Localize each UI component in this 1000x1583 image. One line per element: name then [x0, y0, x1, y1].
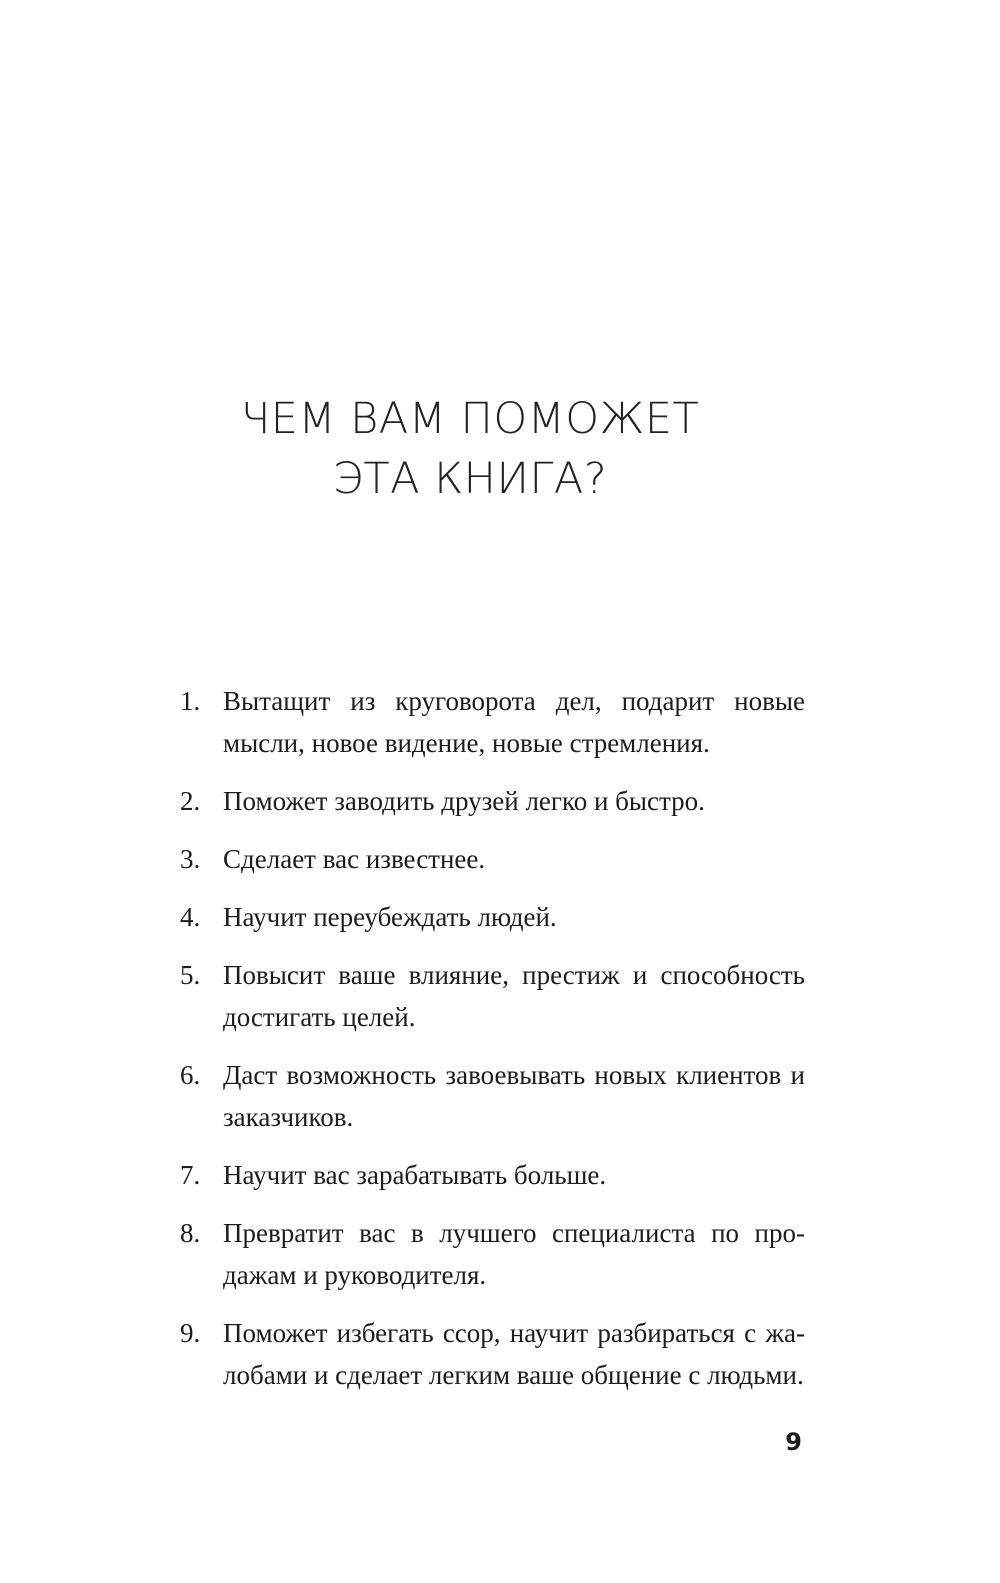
list-item — [180, 1054, 805, 1138]
list-item-text: Сделает вас известнее. — [223, 844, 486, 874]
list-item-text: Поможет избегать ссор, научит разбираться с жалобами и сделает легким ваше общение с людьми. — [223, 1318, 805, 1390]
list-item-text: Вытащит из круговорота дел, подарит новые мысли, новое видение, новые стремления. — [223, 686, 805, 758]
list-item-number: 5. — [180, 960, 201, 990]
page-number: 9 — [785, 1428, 802, 1456]
list-item-number: 7. — [180, 1160, 201, 1190]
list-item-number: 4. — [180, 902, 201, 932]
list-item — [180, 1154, 805, 1196]
list-item-text: Даст возможность завоевывать новых клиентов и заказчиков. — [223, 1060, 805, 1132]
list-item — [180, 954, 805, 1038]
chapter-title — [0, 389, 940, 509]
list-item — [180, 680, 805, 764]
benefits-list — [180, 680, 805, 1412]
list-item-text: Научит переубеждать людей. — [223, 902, 557, 932]
list-item-text: Повысит ваше влияние, престиж и способность достигать целей. — [223, 960, 805, 1032]
list-item — [180, 1312, 805, 1396]
list-item-text: Поможет заводить друзей легко и быстро. — [223, 786, 705, 816]
list-item — [180, 896, 805, 938]
list-item — [180, 838, 805, 880]
list-item-number: 8. — [180, 1218, 201, 1248]
list-item — [180, 1212, 805, 1296]
list-item-number: 2. — [180, 786, 201, 816]
list-item-number: 6. — [180, 1060, 201, 1090]
list-item-number: 9. — [180, 1318, 201, 1348]
chapter-title-line-2: ЭТА КНИГА? — [332, 453, 608, 504]
list-item-text: Научит вас зарабатывать больше. — [223, 1160, 607, 1190]
list-item-text: Превратит вас в лучшего специалиста по продажам и руководителя. — [223, 1218, 805, 1290]
list-item — [180, 780, 805, 822]
list-item-number: 3. — [180, 844, 201, 874]
list-item-number: 1. — [180, 686, 201, 716]
chapter-title-line-1: ЧЕМ ВАМ ПОМОЖЕТ — [240, 393, 700, 444]
